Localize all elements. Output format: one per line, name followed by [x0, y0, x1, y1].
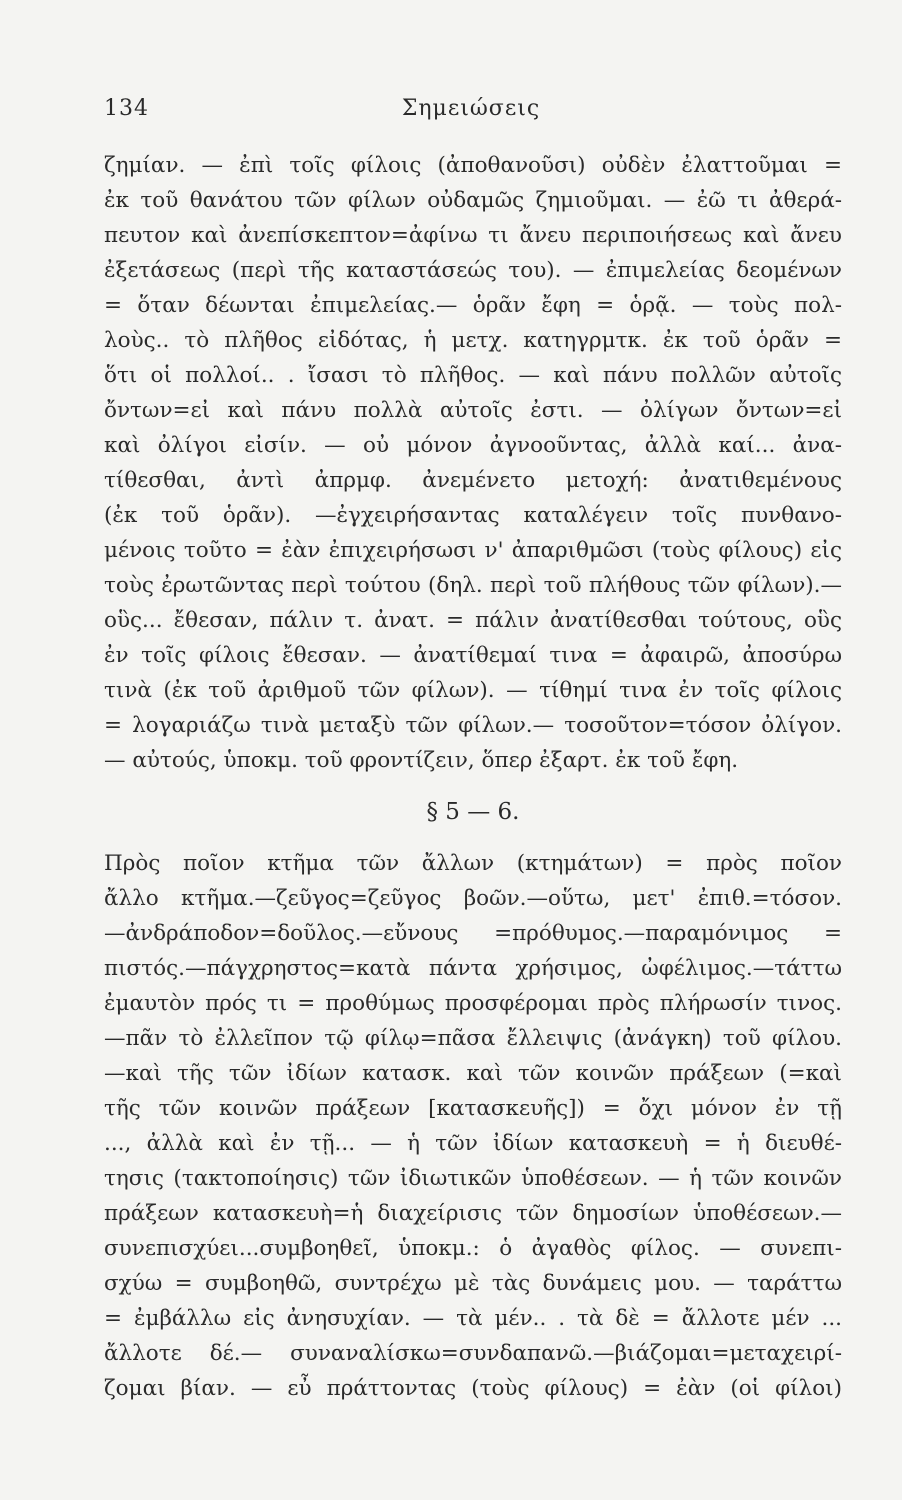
text-line: μένοις τοῦτο = ἐὰν ἐπιχειρήσωσι ν' ἀπαριθμῶσι (τοὺς φίλους) εἰς [104, 538, 842, 563]
text-line: ἐξετάσεως (περὶ τῆς καταστάσεώς του). — ἐπιμελείας δεομένων [104, 258, 842, 283]
text-line: ὄντων=εἰ καὶ πάνυ πολλὰ αὐτοῖς ἐστι. — ὀλίγων ὄντων=εἰ [104, 398, 842, 423]
text-line: = ὅταν δέωνται ἐπιμελείας.— ὁρᾶν ἔφη = ὁρᾷ. — τοὺς πολ- [104, 293, 842, 318]
text-line: ὅτι οἱ πολλοί.. . ἴσασι τὸ πλῆθος. — καὶ πάνυ πολλῶν αὐτοῖς [104, 363, 842, 388]
section-heading: § 5 — 6. [426, 799, 520, 825]
text-line: ἐκ τοῦ θανάτου τῶν φίλων οὐδαμῶς ζημιοῦμαι. — ἐῶ τι ἀθερά- [104, 188, 842, 213]
text-line: σχύω = συμβοηθῶ, συντρέχω μὲ τὰς δυνάμεις μου. — ταράττω [104, 1271, 842, 1296]
text-line: τινὰ (ἐκ τοῦ ἀριθμοῦ τῶν φίλων). — τίθημί τινα ἐν τοῖς φίλοις [104, 678, 842, 703]
text-line: ἐν τοῖς φίλοις ἔθεσαν. — ἀνατίθεμαί τινα = ἀφαιρῶ, ἀποσύρω [104, 643, 842, 668]
text-line: πράξεων κατασκευὴ=ἡ διαχείρισις τῶν δημοσίων ὑποθέσεων.— [104, 1201, 842, 1226]
text-line: τοὺς ἐρωτῶντας περὶ τούτου (δηλ. περὶ τοῦ πλήθους τῶν φίλων).— [104, 573, 842, 598]
commentary-text [104, 148, 842, 1406]
text-line: ἐμαυτὸν πρός τι = προθύμως προσφέρομαι πρὸς πλήρωσίν τινος. [104, 991, 842, 1016]
text-line: —καὶ τῆς τῶν ἰδίων κατασκ. καὶ τῶν κοινῶν πράξεων (=καὶ [104, 1061, 842, 1086]
text-line: — αὐτούς, ὑποκμ. τοῦ φροντίζειν, ὅπερ ἐξαρτ. ἐκ τοῦ ἔφη. [104, 748, 739, 773]
text-line: (ἐκ τοῦ ὁρᾶν). —ἐγχειρήσαντας καταλέγειν τοῖς πυνθανο- [104, 503, 842, 528]
text-line: —ἀνδράποδον=δοῦλος.—εὔνους =πρόθυμος.—παραμόνιμος = [104, 921, 842, 946]
text-line: λοὺς.. τὸ πλῆθος εἰδότας, ἡ μετχ. κατηγρμτκ. ἐκ τοῦ ὁρᾶν = [104, 328, 842, 353]
text-line: τῆς τῶν κοινῶν πράξεων [κατασκευῆς]) = ὄχι μόνον ἐν τῇ [104, 1096, 842, 1121]
text-line: ..., ἀλλὰ καὶ ἐν τῇ... — ἡ τῶν ἰδίων κατασκευὴ = ἡ διευθέ- [104, 1131, 842, 1156]
text-line: πευτον καὶ ἀνεπίσκεπτον=ἀφίνω τι ἄνευ περιποιήσεως καὶ ἄνευ [104, 223, 842, 248]
page-header [104, 96, 838, 136]
text-line: —πᾶν τὸ ἐλλεῖπον τῷ φίλῳ=πᾶσα ἔλλειψις (ἀνάγκη) τοῦ φίλου. [104, 1026, 842, 1051]
text-line: ἄλλο κτῆμα.—ζεῦγος=ζεῦγος βοῶν.—οὕτω, μετ' ἐπιθ.=τόσον. [104, 886, 842, 911]
text-line: = ἐμβάλλω εἰς ἀνησυχίαν. — τὰ μέν.. . τὰ δὲ = ἄλλοτε μέν ... [104, 1306, 842, 1331]
text-line: καὶ ὀλίγοι εἰσίν. — οὐ μόνον ἀγνοοῦντας, ἀλλὰ καί... ἀνα- [104, 433, 842, 458]
text-line: ζομαι βίαν. — εὖ πράττοντας (τοὺς φίλους) = ἐὰν (οἱ φίλοι) [104, 1376, 842, 1401]
page-number: 134 [104, 96, 149, 121]
text-line: Πρὸς ποῖον κτῆμα τῶν ἄλλων (κτημάτων) = πρὸς ποῖον [104, 851, 842, 876]
text-line: ἄλλοτε δέ.— συναναλίσκω=συνδαπανῶ.—βιάζομαι=μεταχειρί- [104, 1341, 842, 1366]
text-line: τίθεσθαι, ἀντὶ ἀπρμφ. ἀνεμένετο μετοχή: ἀνατιθεμένους [104, 468, 842, 493]
text-line: συνεπισχύει...συμβοηθεῖ, ὑποκμ.: ὁ ἀγαθὸς φίλος. — συνεπι- [104, 1236, 842, 1261]
text-line: ζημίαν. — ἐπὶ τοῖς φίλοις (ἀποθανοῦσι) οὐδὲν ἐλαττοῦμαι = [104, 153, 842, 178]
text-line: οὓς... ἔθεσαν, πάλιν τ. ἀνατ. = πάλιν ἀνατίθεσθαι τούτους, οὓς [104, 608, 842, 633]
text-line: τησις (τακτοποίησις) τῶν ἰδιωτικῶν ὑποθέσεων. — ἡ τῶν κοινῶν [104, 1166, 842, 1191]
running-title: Σημειώσεις [401, 96, 541, 121]
text-line: = λογαριάζω τινὰ μεταξὺ τῶν φίλων.— τοσοῦτον=τόσον ὀλίγον. [104, 713, 842, 738]
text-line: πιστός.—πάγχρηστος=κατὰ πάντα χρήσιμος, ὠφέλιμος.—τάττω [104, 956, 842, 981]
